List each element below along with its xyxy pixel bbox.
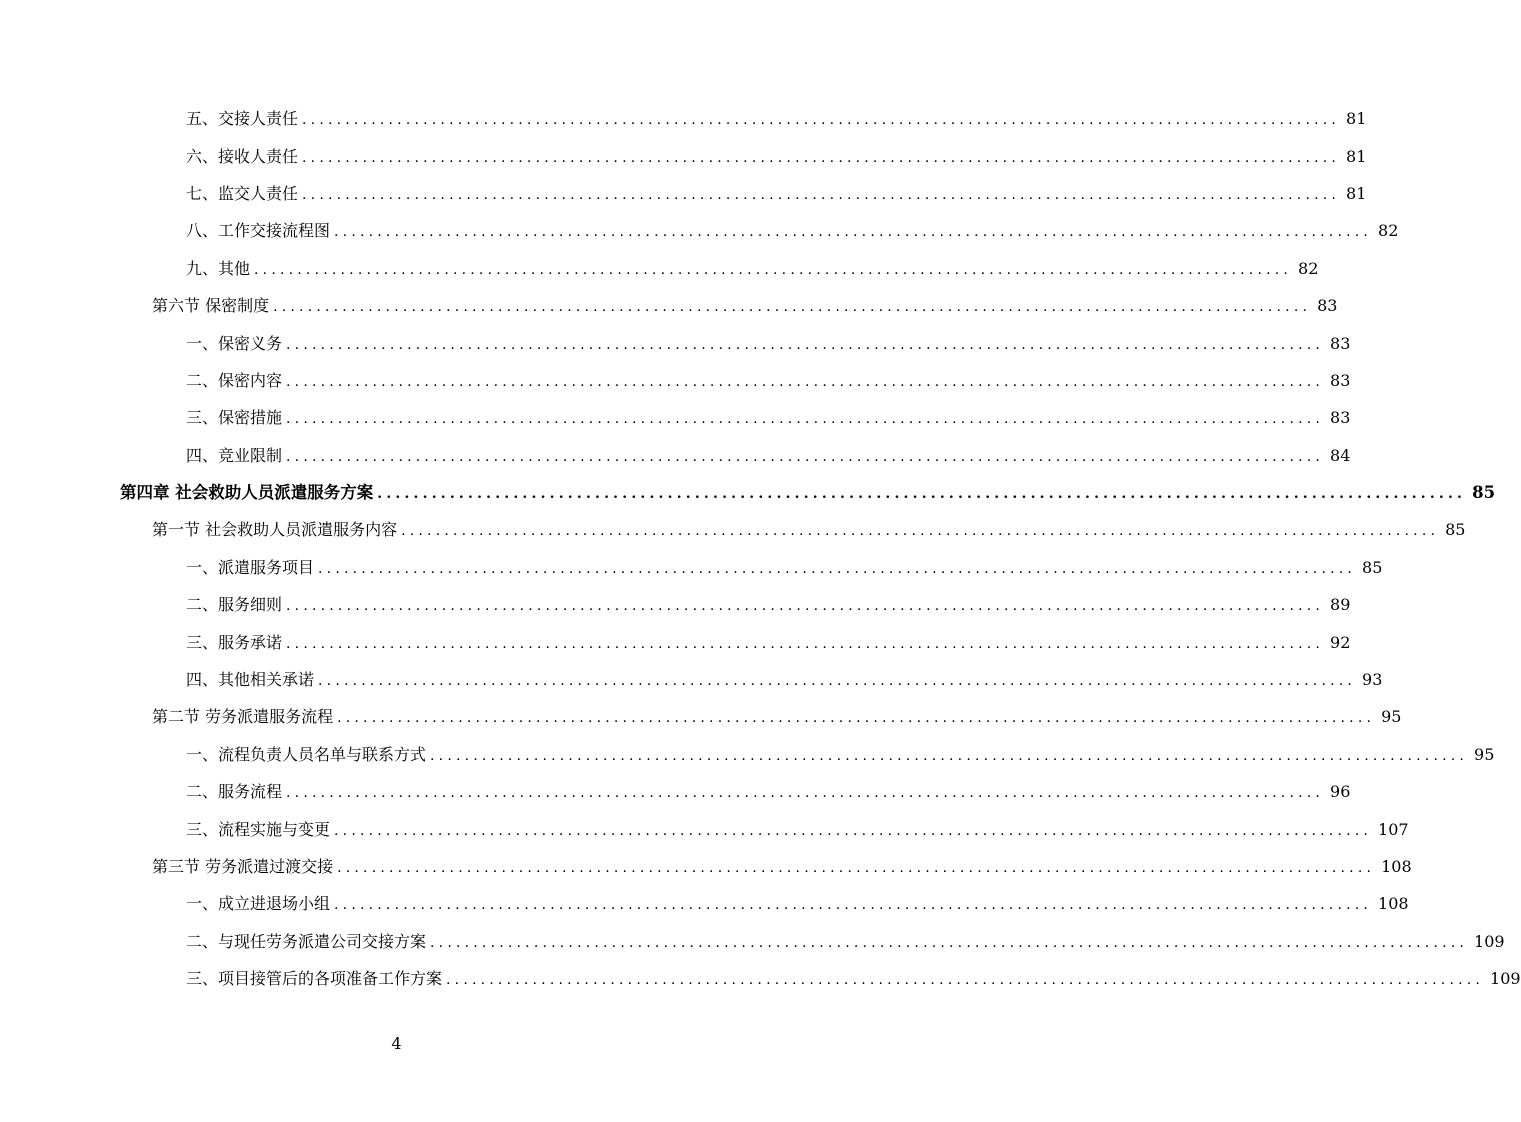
toc-entry-content	[152, 296, 1338, 317]
toc-entry-title: 三、项目接管后的各项准备工作方案	[186, 969, 443, 989]
toc-entry-page-number: 108	[1381, 857, 1412, 876]
toc-entry[interactable]	[0, 512, 1466, 549]
toc-entry-title: 四、其他相关承诺	[186, 670, 315, 690]
toc-entry-title: 二、服务流程	[186, 782, 283, 802]
toc-entry-page-number: 109	[1490, 969, 1521, 989]
toc-entry[interactable]	[0, 400, 1351, 437]
toc-entry[interactable]	[0, 213, 1399, 250]
toc-leader-dots: ........................................................................................................................	[273, 299, 1312, 316]
toc-entry[interactable]	[0, 849, 1412, 886]
toc-leader-dots: ........................................................................................................................	[286, 785, 1325, 802]
toc-entry-title: 三、服务承诺	[186, 632, 283, 652]
toc-leader-dots: ........................................................................................................................	[430, 747, 1469, 764]
toc-entry-content	[186, 408, 1351, 429]
toc-entry-page-number: 107	[1378, 819, 1409, 839]
toc-entry-content	[152, 520, 1466, 541]
toc-leader-dots: ........................................................................................................................	[302, 186, 1341, 203]
toc-entry-content	[152, 857, 1412, 878]
toc-entry-content	[186, 969, 1521, 990]
toc-entry[interactable]	[0, 624, 1351, 661]
toc-entry-content	[186, 258, 1319, 280]
toc-entry-title: 八、工作交接流程图	[186, 221, 331, 241]
toc-entry-page-number: 82	[1378, 221, 1399, 241]
toc-entry-page-number: 84	[1330, 445, 1351, 465]
toc-entry-page-number: 109	[1474, 931, 1505, 951]
toc-entry[interactable]	[0, 101, 1367, 138]
toc-entry[interactable]	[0, 587, 1351, 624]
toc-entry-page-number: 108	[1378, 894, 1409, 914]
toc-leader-dots: ........................................................................................................................	[318, 673, 1357, 690]
toc-leader-dots: ........................................................................................................................	[254, 261, 1293, 278]
toc-entry-content	[186, 632, 1351, 654]
toc-leader-dots: ........................................................................................................................	[286, 598, 1325, 615]
toc-leader-dots: ........................................................................................................................	[446, 972, 1485, 989]
toc-entry-title: 四、竞业限制	[186, 445, 283, 465]
toc-entry-page-number: 83	[1317, 296, 1338, 316]
toc-entry-content	[186, 557, 1383, 579]
toc-entry-page-number: 81	[1346, 146, 1367, 166]
toc-leader-dots: ........................................................................................................................	[334, 897, 1373, 914]
toc-entry-page-number: 93	[1362, 670, 1383, 690]
toc-leader-dots: ........................................................................................................................	[430, 934, 1469, 951]
toc-entry-page-number: 83	[1330, 408, 1351, 428]
toc-entry[interactable]	[0, 325, 1351, 362]
toc-entry[interactable]	[0, 886, 1409, 923]
toc-entry-page-number: 81	[1346, 183, 1367, 203]
toc-leader-dots: ........................................................................................................................	[286, 635, 1325, 652]
toc-entry[interactable]	[0, 662, 1383, 699]
toc-entry-title: 五、交接人责任	[186, 109, 299, 129]
toc-entry-title: 二、与现任劳务派遣公司交接方案	[186, 931, 427, 951]
toc-entry-title: 六、接收人责任	[186, 146, 299, 166]
toc-entry-content	[186, 782, 1351, 803]
toc-leader-dots: ........................................................................................................................	[302, 112, 1341, 129]
toc-entry-page-number: 85	[1445, 520, 1466, 540]
toc-entry[interactable]	[0, 774, 1351, 811]
toc-entry-content	[186, 221, 1399, 242]
toc-entry[interactable]	[0, 737, 1495, 774]
toc-entry[interactable]	[0, 138, 1367, 175]
toc-entry-title: 三、保密措施	[186, 408, 283, 428]
toc-entry-content	[186, 931, 1505, 953]
toc-entry-content	[186, 333, 1351, 355]
toc-entry-content	[186, 183, 1367, 205]
toc-entry[interactable]	[0, 251, 1319, 288]
toc-entry-page-number: 82	[1298, 258, 1319, 278]
toc-leader-dots: ........................................................................................................................	[377, 486, 1467, 503]
toc-entry-page-number: 95	[1381, 707, 1402, 727]
toc-entry-content	[186, 370, 1351, 392]
toc-entry-title: 一、派遣服务项目	[186, 557, 315, 577]
toc-leader-dots: ........................................................................................................................	[401, 523, 1440, 540]
toc-entry[interactable]	[0, 363, 1351, 400]
toc-leader-dots: ........................................................................................................................	[334, 822, 1373, 839]
toc-entry[interactable]	[0, 438, 1351, 475]
toc-entry[interactable]	[0, 550, 1383, 587]
toc-entry-title: 二、服务细则	[186, 595, 283, 615]
toc-leader-dots: ........................................................................................................................	[286, 411, 1325, 428]
toc-entry-content	[186, 670, 1383, 691]
toc-leader-dots: ........................................................................................................................	[302, 149, 1341, 166]
toc-entry-page-number: 81	[1346, 109, 1367, 129]
toc-entry-content	[186, 595, 1351, 616]
toc-entry[interactable]	[0, 961, 1521, 998]
toc-entry-title: 第四章 社会救助人员派遣服务方案	[120, 483, 374, 503]
toc-entry-page-number: 85	[1472, 483, 1496, 503]
toc-entry-content	[120, 483, 1496, 504]
toc-leader-dots: ........................................................................................................................	[286, 448, 1325, 465]
toc-entry[interactable]	[0, 176, 1367, 213]
toc-entry-title: 第一节 社会救助人员派遣服务内容	[152, 520, 398, 540]
toc-entry-content	[186, 146, 1367, 168]
toc-entry-content	[186, 445, 1351, 467]
toc-entry-title: 一、保密义务	[186, 333, 283, 353]
toc-entry-page-number: 92	[1330, 632, 1351, 652]
toc-entry-page-number: 95	[1474, 744, 1495, 764]
toc-entry[interactable]	[0, 699, 1402, 736]
toc-leader-dots: ........................................................................................................................	[286, 336, 1325, 353]
toc-entry-title: 七、监交人责任	[186, 183, 299, 203]
toc-entry-title: 一、成立进退场小组	[186, 894, 331, 914]
toc-leader-dots: ........................................................................................................................	[337, 710, 1376, 727]
toc-leader-dots: ........................................................................................................................	[318, 560, 1357, 577]
toc-entry-page-number: 89	[1330, 595, 1351, 615]
toc-entry-title: 第六节 保密制度	[152, 296, 270, 316]
toc-entry[interactable]	[0, 288, 1338, 325]
toc-entry[interactable]	[0, 811, 1409, 848]
toc-entry[interactable]	[0, 475, 1496, 512]
toc-entry-page-number: 83	[1330, 370, 1351, 390]
toc-leader-dots: ........................................................................................................................	[286, 373, 1325, 390]
toc-entry-title: 一、流程负责人员名单与联系方式	[186, 744, 427, 764]
toc-entry-title: 第三节 劳务派遣过渡交接	[152, 857, 334, 876]
toc-entry-page-number: 83	[1330, 333, 1351, 353]
table-of-contents	[0, 101, 1521, 998]
toc-entry-content	[186, 744, 1495, 766]
toc-entry-title: 二、保密内容	[186, 370, 283, 390]
toc-entry-title: 九、其他	[186, 258, 251, 278]
toc-entry[interactable]	[0, 924, 1505, 961]
toc-entry-content	[186, 109, 1367, 130]
page-number: 4	[391, 1034, 402, 1053]
toc-entry-content	[186, 819, 1409, 841]
toc-entry-title: 三、流程实施与变更	[186, 819, 331, 839]
toc-entry-content	[152, 707, 1402, 728]
toc-leader-dots: ........................................................................................................................	[337, 860, 1376, 876]
toc-entry-page-number: 85	[1362, 557, 1383, 577]
toc-entry-title: 第二节 劳务派遣服务流程	[152, 707, 334, 727]
toc-entry-page-number: 96	[1330, 782, 1351, 802]
toc-leader-dots: ........................................................................................................................	[334, 224, 1373, 241]
toc-entry-content	[186, 894, 1409, 915]
